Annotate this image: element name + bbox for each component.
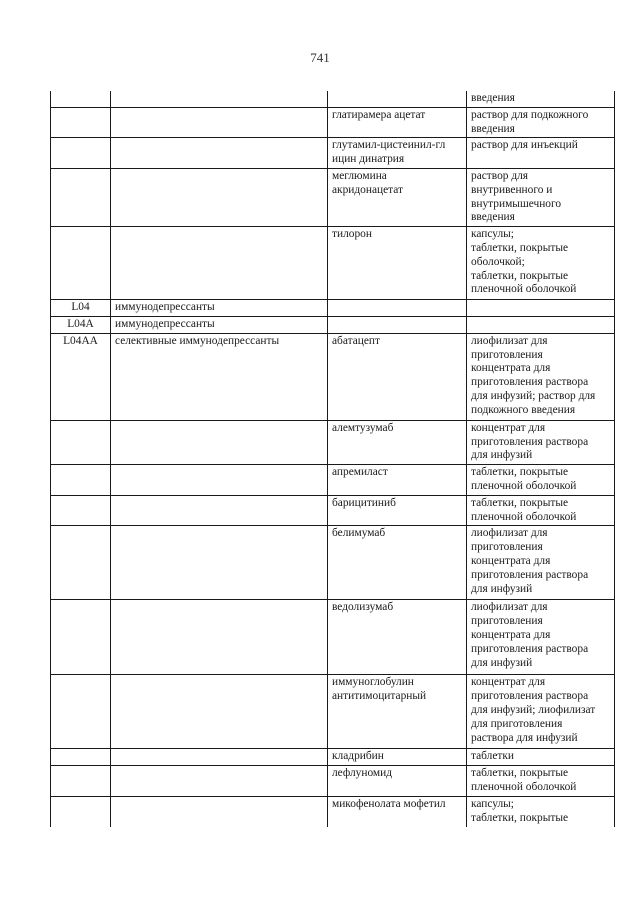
atc-code-cell [51, 749, 111, 766]
page-number: 741 [310, 50, 330, 65]
dosage-form-cell: капсулы; таблетки, покрытые оболочкой; таблетки, покрытые пленочной оболочкой [467, 227, 615, 300]
atc-code-cell [51, 107, 111, 138]
table-row [51, 495, 615, 526]
atc-group-cell [111, 138, 328, 169]
atc-code-cell [51, 138, 111, 169]
atc-code-cell: L04AA [51, 333, 111, 420]
atc-group-cell [111, 526, 328, 600]
atc-group-cell [111, 766, 328, 797]
dosage-form-cell [467, 300, 615, 317]
atc-code-cell [51, 495, 111, 526]
atc-code-cell [51, 91, 111, 107]
atc-code-cell: L04A [51, 316, 111, 333]
drug-name-cell: лефлуномид [328, 766, 467, 797]
table-row [51, 300, 615, 317]
dosage-form-cell: таблетки, покрытые пленочной оболочкой [467, 495, 615, 526]
atc-code-cell [51, 420, 111, 464]
table-row [51, 600, 615, 675]
drug-name-cell: белимумаб [328, 526, 467, 600]
drug-name-cell: глутамил-цистеинил-гл ицин динатрия [328, 138, 467, 169]
atc-group-cell [111, 227, 328, 300]
dosage-form-cell: таблетки, покрытые пленочной оболочкой [467, 465, 615, 496]
drug-name-cell: микофенолата мофетил [328, 796, 467, 827]
dosage-form-cell: раствор для инъекций [467, 138, 615, 169]
table-row [51, 465, 615, 496]
atc-code-cell [51, 600, 111, 675]
atc-group-cell [111, 675, 328, 749]
table-row [51, 796, 615, 827]
table-row [51, 91, 615, 107]
dosage-form-cell: концентрат для приготовления раствора для инфузий [467, 420, 615, 464]
atc-code-cell [51, 168, 111, 226]
table-row [51, 316, 615, 333]
dosage-form-cell: раствор для внутривенного и внутримышечного введения [467, 168, 615, 226]
atc-group-cell [111, 495, 328, 526]
atc-code-cell: L04 [51, 300, 111, 317]
drug-name-cell: глатирамера ацетат [328, 107, 467, 138]
drug-name-cell: алемтузумаб [328, 420, 467, 464]
atc-group-cell: иммунодепрессанты [111, 300, 328, 317]
table-row [51, 138, 615, 169]
atc-group-cell [111, 91, 328, 107]
table-row [51, 333, 615, 420]
atc-group-cell [111, 749, 328, 766]
table-row [51, 227, 615, 300]
table-row [51, 168, 615, 226]
atc-group-cell [111, 420, 328, 464]
dosage-form-cell: лиофилизат для приготовления концентрата для приготовления раствора для инфузий [467, 526, 615, 600]
drug-name-cell [328, 91, 467, 107]
atc-group-cell [111, 465, 328, 496]
drug-name-cell: абатацепт [328, 333, 467, 420]
atc-group-cell: селективные иммунодепрессанты [111, 333, 328, 420]
drug-name-cell: меглюмина акридонацетат [328, 168, 467, 226]
drug-name-cell [328, 300, 467, 317]
table-row [51, 526, 615, 600]
atc-code-cell [51, 227, 111, 300]
drug-name-cell: тилорон [328, 227, 467, 300]
table-row [51, 675, 615, 749]
table-row [51, 107, 615, 138]
atc-group-cell [111, 796, 328, 827]
drug-name-cell [328, 316, 467, 333]
atc-code-cell [51, 465, 111, 496]
dosage-form-cell: раствор для подкожного введения [467, 107, 615, 138]
dosage-form-cell: лиофилизат для приготовления концентрата для приготовления раствора для инфузий; раствор для подкожного введения [467, 333, 615, 420]
dosage-form-cell: лиофилизат для приготовления концентрата для приготовления раствора для инфузий [467, 600, 615, 675]
drug-name-cell: барицитиниб [328, 495, 467, 526]
atc-code-cell [51, 675, 111, 749]
dosage-form-cell: таблетки, покрытые пленочной оболочкой [467, 766, 615, 797]
atc-code-cell [51, 766, 111, 797]
atc-group-cell [111, 600, 328, 675]
atc-group-cell: иммунодепрессанты [111, 316, 328, 333]
atc-group-cell [111, 107, 328, 138]
drug-name-cell: иммуноглобулин антитимоцитарный [328, 675, 467, 749]
drug-name-cell: кладрибин [328, 749, 467, 766]
dosage-form-cell [467, 316, 615, 333]
drug-name-cell: апремиласт [328, 465, 467, 496]
dosage-form-cell: введения [467, 91, 615, 107]
table-row [51, 766, 615, 797]
atc-code-cell [51, 796, 111, 827]
dosage-form-cell: таблетки [467, 749, 615, 766]
table-row [51, 420, 615, 464]
table-row [51, 749, 615, 766]
drug-table-body [51, 91, 615, 827]
dosage-form-cell: капсулы; таблетки, покрытые [467, 796, 615, 827]
drug-name-cell: ведолизумаб [328, 600, 467, 675]
atc-group-cell [111, 168, 328, 226]
drug-table [50, 91, 615, 827]
dosage-form-cell: концентрат для приготовления раствора для инфузий; лиофилизат для приготовления раствора для инфузий [467, 675, 615, 749]
atc-code-cell [51, 526, 111, 600]
